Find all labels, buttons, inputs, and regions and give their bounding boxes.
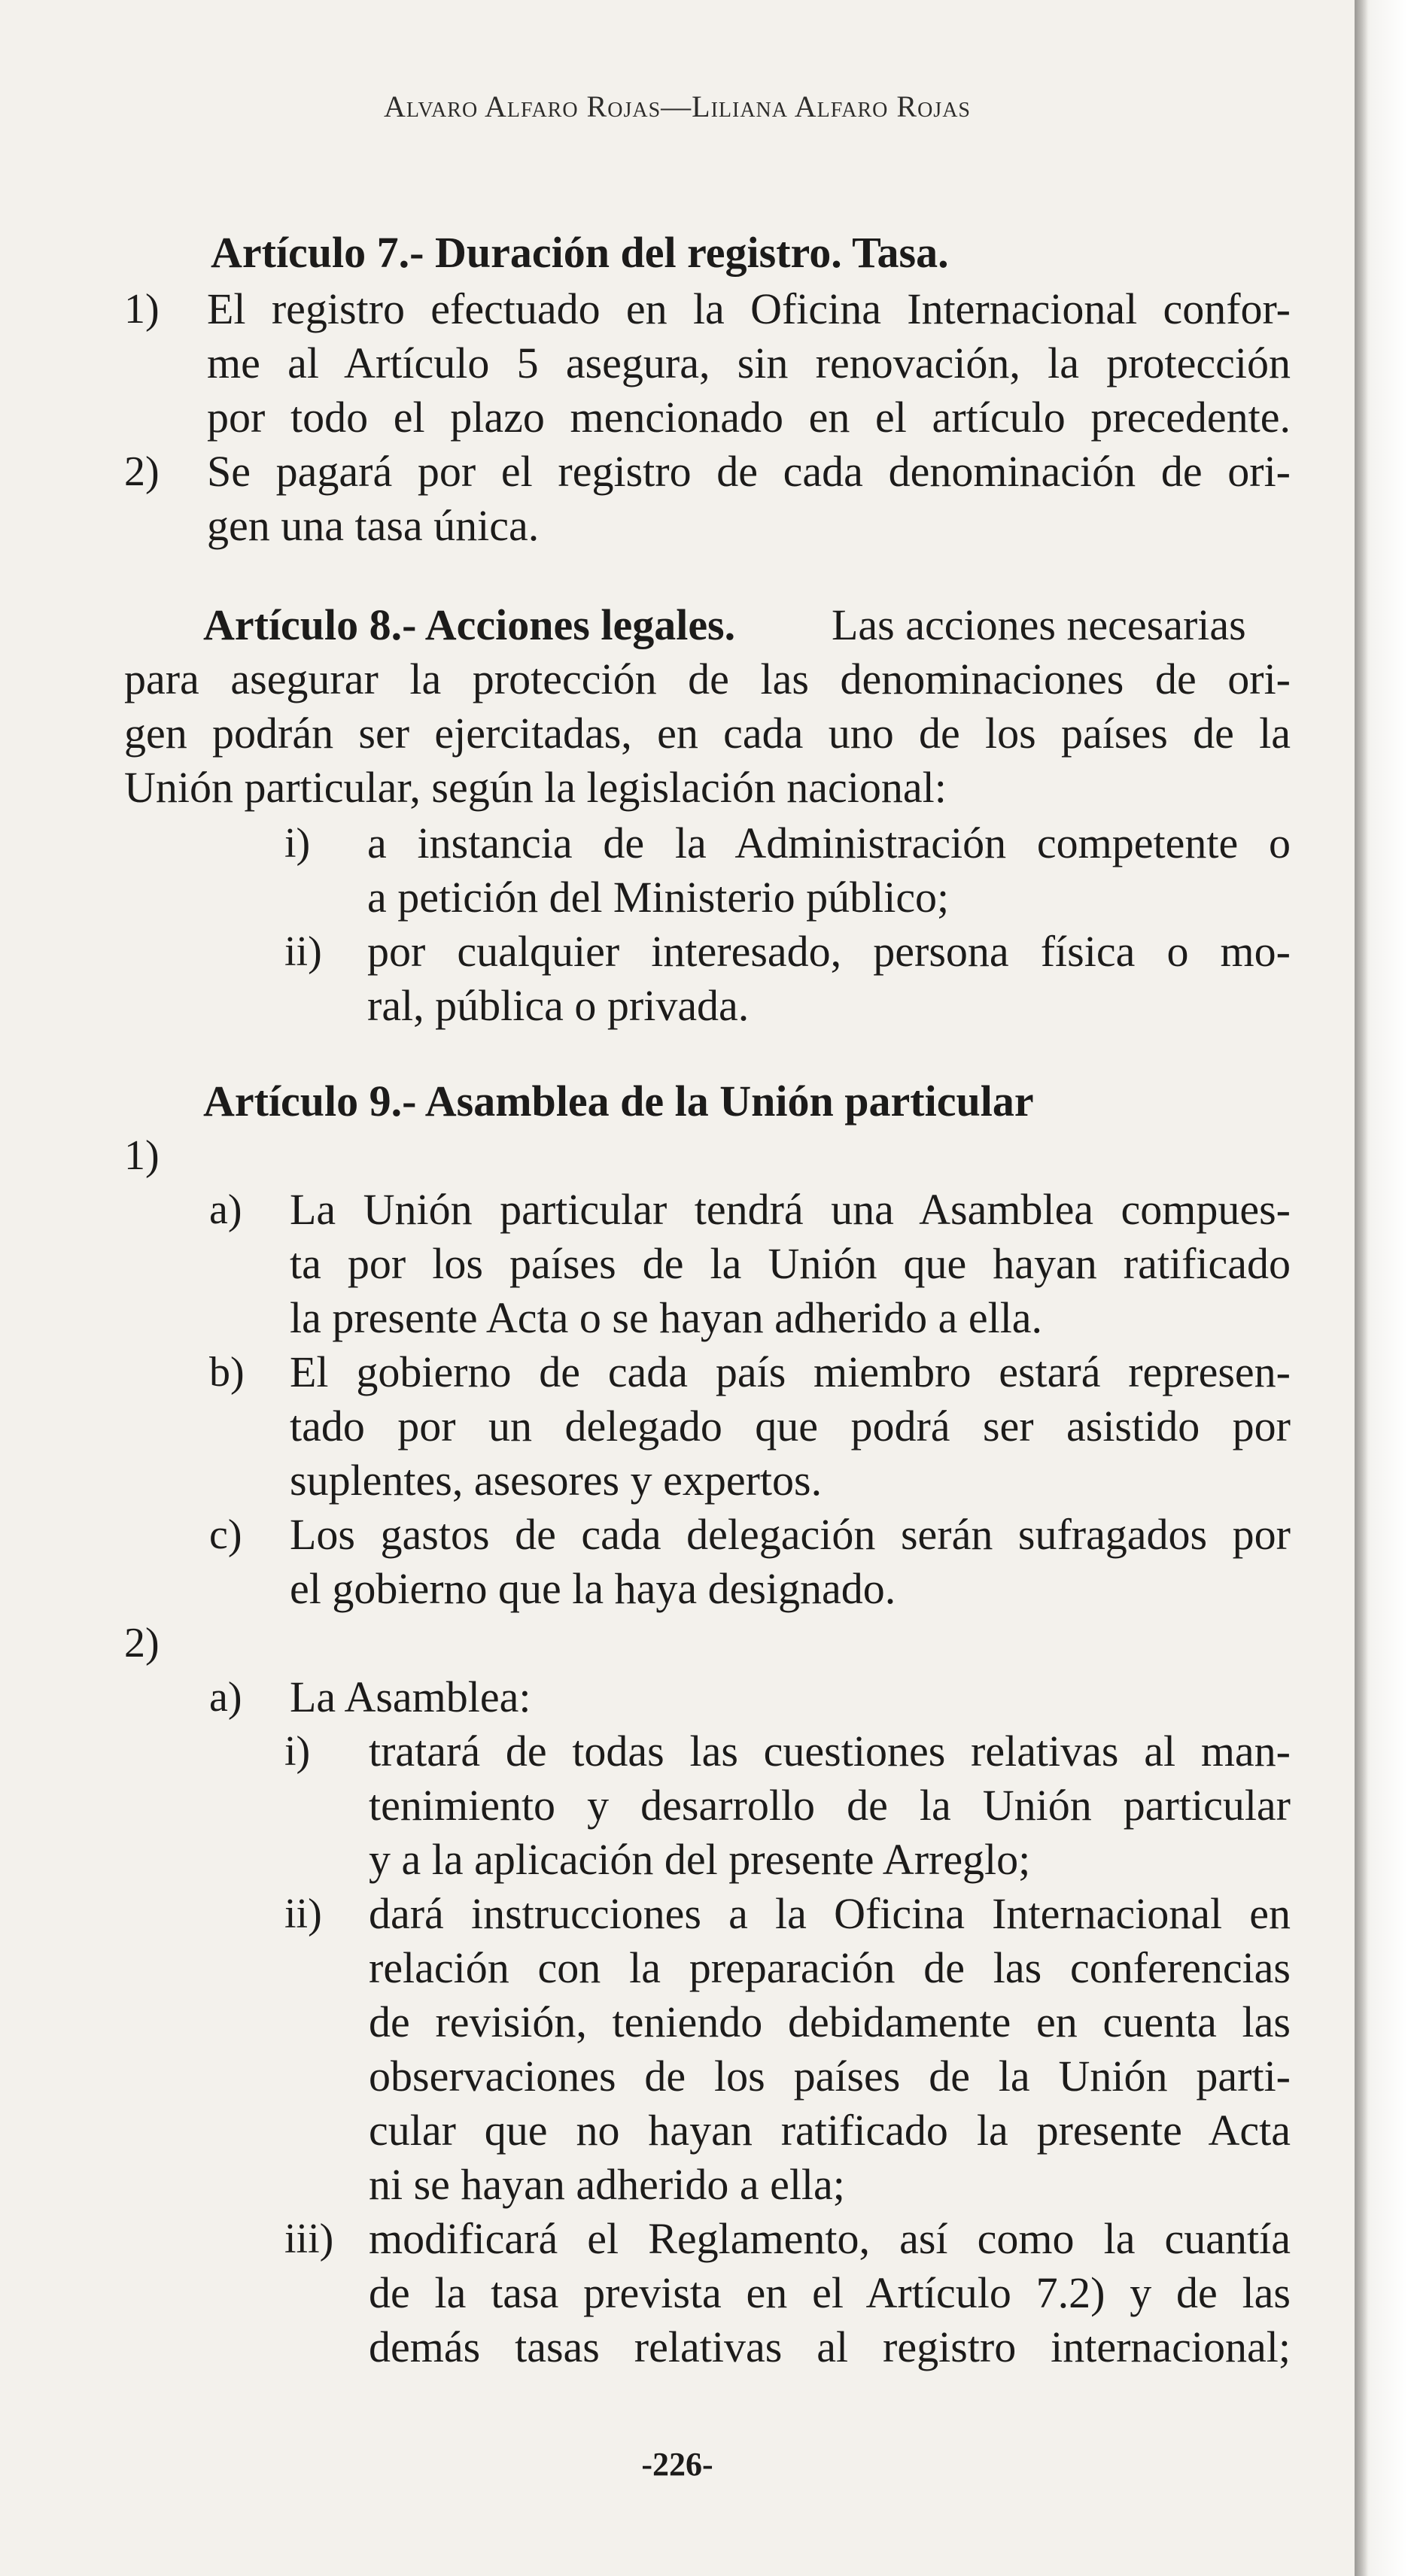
art7-item-1-line: me al Artículo 5 asegura, sin renovación, la protección	[207, 339, 1291, 387]
art9-1-b-label: b)	[209, 1349, 245, 1396]
art9-1-a-line: ta por los países de la Unión que hayan ratificado	[290, 1239, 1291, 1288]
art8-item-i-label: i)	[284, 820, 311, 867]
article-7-heading: Artículo 7.- Duración del registro. Tasa.	[211, 228, 949, 277]
art9-2-a-i-line: tenimiento y desarrollo de la Unión particular	[369, 1781, 1291, 1830]
art9-1-a-line: la presente Acta o se hayan adherido a ella.	[290, 1293, 1043, 1342]
art7-item-2-line: Se pagará por el registro de cada denominación de ori-	[207, 447, 1291, 496]
art9-1-a-label: a)	[209, 1186, 242, 1233]
art9-2-a-iii-label: iii)	[284, 2216, 334, 2262]
art9-2-a-ii-line: observaciones de los países de la Unión parti-	[369, 2052, 1291, 2101]
art9-paragraph-1-label: 1)	[124, 1132, 160, 1179]
art9-1-a-line: La Unión particular tendrá una Asamblea compues-	[290, 1185, 1291, 1234]
art9-2-a-ii-line: cular que no hayan ratificado la presente Acta	[369, 2106, 1291, 2155]
art7-item-1-line: por todo el plazo mencionado en el artículo precedente.	[207, 393, 1291, 442]
art9-2-a-label: a)	[209, 1674, 242, 1721]
art7-item-1-line: El registro efectuado en la Oficina Internacional confor-	[207, 284, 1291, 333]
art9-2-a-ii-line: de revisión, teniendo debidamente en cuenta las	[369, 1997, 1291, 2046]
art9-2-a-ii-line: relación con la preparación de las conferencias	[369, 1943, 1291, 1992]
art7-item-2-line: gen una tasa única.	[207, 501, 540, 550]
art9-2-a-i-label: i)	[284, 1728, 311, 1775]
art8-body-line: gen podrán ser ejercitadas, en cada uno de los países de la	[124, 709, 1291, 758]
art9-2-a-ii-line: dará instrucciones a la Oficina Internacional en	[369, 1889, 1291, 1938]
art8-item-ii-line: ral, pública o privada.	[367, 981, 750, 1030]
art9-2-a-i-line: y a la aplicación del presente Arreglo;	[369, 1835, 1031, 1884]
art9-2-a-ii-label: ii)	[284, 1891, 322, 1937]
art8-item-ii-line: por cualquier interesado, persona física o mo-	[367, 927, 1291, 976]
art9-1-b-line: tado por un delegado que podrá ser asistido por	[290, 1402, 1291, 1451]
art9-2-a-iii-line: demás tasas relativas al registro internacional;	[369, 2322, 1291, 2371]
running-head: Alvaro Alfaro Rojas—Liliana Alfaro Rojas	[384, 90, 971, 123]
page-number: -226-	[641, 2446, 713, 2483]
art9-2-a-text: La Asamblea:	[290, 1672, 531, 1721]
art9-1-c-line: Los gastos de cada delegación serán sufragados por	[290, 1510, 1291, 1559]
art9-2-a-iii-line: de la tasa prevista en el Artículo 7.2) y de las	[369, 2268, 1291, 2317]
art8-item-ii-label: ii)	[284, 928, 322, 975]
art9-2-a-iii-line: modificará el Reglamento, así como la cuantía	[369, 2214, 1291, 2263]
art8-item-i-line: a petición del Ministerio público;	[367, 873, 950, 922]
art8-item-i-line: a instancia de la Administración competente o	[367, 819, 1291, 867]
art9-2-a-i-line: tratará de todas las cuestiones relativas al man-	[369, 1727, 1291, 1776]
art7-item-1-label: 1)	[124, 286, 160, 333]
article-9-heading: Artículo 9.- Asamblea de la Unión particular	[203, 1077, 1034, 1125]
art9-paragraph-2-label: 2)	[124, 1620, 160, 1666]
book-page-edge	[1355, 0, 1408, 2576]
art8-body-line: para asegurar la protección de las denominaciones de ori-	[124, 655, 1291, 703]
art9-1-c-line: el gobierno que la haya designado.	[290, 1564, 896, 1613]
art9-2-a-ii-line: ni se hayan adherido a ella;	[369, 2160, 845, 2209]
art8-intro-line: Las acciones necesarias	[832, 600, 1246, 649]
art8-body-line: Unión particular, según la legislación nacional:	[124, 763, 947, 812]
art9-1-b-line: suplentes, asesores y expertos.	[290, 1456, 823, 1505]
art9-1-b-line: El gobierno de cada país miembro estará represen-	[290, 1347, 1291, 1396]
art9-1-c-label: c)	[209, 1511, 242, 1558]
article-8-heading: Artículo 8.- Acciones legales.	[203, 600, 736, 649]
art7-item-2-label: 2)	[124, 448, 160, 495]
